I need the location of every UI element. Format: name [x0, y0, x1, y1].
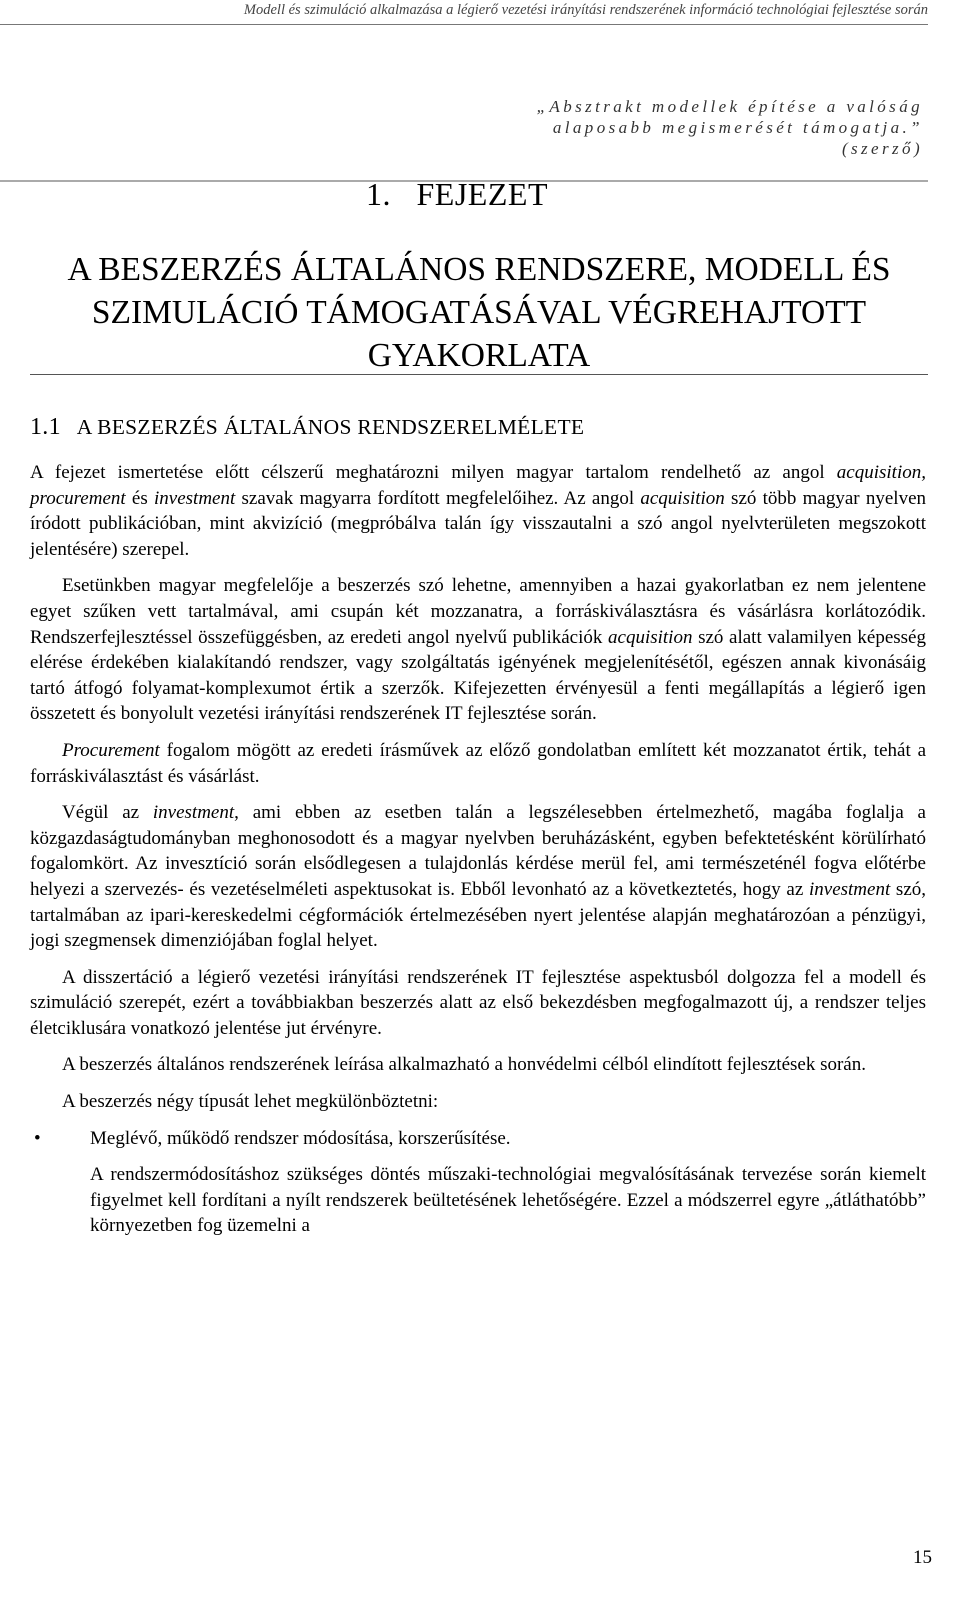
term-procurement: Procurement — [62, 739, 160, 761]
term-investment: investment — [808, 878, 891, 900]
chapter-word: FEJEZET — [416, 176, 548, 212]
term-acquisition-procurement: acquisition, procurement — [30, 462, 926, 509]
chapter-title-line-3: GYAKORLATA — [367, 337, 591, 374]
list-item-text: Meglévő, működő rendszer módosítása, korszerűsítése. — [90, 1127, 511, 1149]
paragraph-5: A disszertáció a légierő vezetési irányítási rendszerének IT fejlesztése aspektusból dolgozza fel a modell és szimuláció szerepét, ezért a továbbiakban beszerzés alatt az első bekezdésben megfogalmazott új, a rendszer teljes életciklusára vonatkozó jelentése jut érvényre. — [30, 966, 926, 1039]
chapter-label — [366, 176, 548, 213]
paragraph-7: A beszerzés négy típusát lehet megkülönböztetni: — [62, 1091, 439, 1113]
section-number: 1.1 — [30, 414, 61, 440]
running-header: Modell és szimuláció alkalmazása a légierő vezetési irányítási rendszerének információ technológiai fejlesztése során — [243, 2, 928, 18]
term-acquisition: acquisition — [640, 487, 725, 509]
text-run: szó, tartalmában az ipari-kereskedelmi cégformációk értelmezésében nyert jelentése alapján meghatározóan a pénzügyi, jogi szegmensek dimenziójában foglal helyet. — [30, 878, 927, 952]
text-run: , ami ebben az esetben talán a legszélesebben értelmezhető, magába foglalja a közgazdaságtudományban meghonosodott és a magyar nyelvben beruházásként, egyben befektetésként körülírható fogalomkört. Az invesztíció során elsődlegesen a tulajdonlás kérdése merül fel, ami természeténél fogva előtérbe helyezi a szervezés- és vezetéselméleti aspektusokat is. Ebből levonható az a következtetés, hogy az — [30, 802, 926, 900]
list-item-detail: A rendszermódosításhoz szükséges döntés műszaki-technológiai megvalósításának tervezése során kiemelt figyelmet kell fordítani a nyílt rendszerek beültetésének lehetőségére. Ezzel a módszerrel egyre „átláthatóbb” környezetben fog üzemelni a — [90, 1164, 926, 1237]
chapter-title-rule — [30, 374, 928, 375]
running-header-rule — [0, 24, 928, 25]
text-run: fogalom mögött az eredeti írásművek az előző gondolatban említett két mozzanatot értik, tehát a forráskiválasztást és vásárlást. — [30, 739, 926, 787]
text-run: Esetünkben magyar megfelelője a beszerzés szó lehetne, amennyiben a hazai gyakorlatban ez nem jelentene egyet szűken vett tartalmával, ami csupán két mozzanatra, a forráskiválasztásra és vásárlásra korlátozódik. Rendszerfejlesztéssel összefüggésben, az eredeti angol nyelvű publikációk — [30, 575, 926, 648]
text-run: szó alatt valamilyen képesség elérése érdekében kialakítandó rendszer, vagy szolgáltatás igényének megjelenítésétől, egészen annak kivonásáig tartó átfogó folyamat-komplexumot értik a szerzők. Kifejezetten érvényesül a fenti megállapítás a légierő igen összetett és bonyolult vezetési irányítási rendszerének IT fejlesztése során. — [30, 626, 926, 725]
chapter-motto — [503, 96, 923, 159]
page-number: 15 — [913, 1547, 932, 1568]
section-title: A BESZERZÉS ÁLTALÁNOS RENDSZERELMÉLETE — [76, 415, 585, 439]
term-investment: investment — [154, 487, 236, 509]
term-acquisition: acquisition — [608, 626, 693, 648]
paragraph-3 — [30, 738, 926, 789]
section-heading — [30, 414, 584, 441]
chapter-number: 1. — [366, 176, 391, 212]
paragraph-2 — [30, 573, 926, 727]
motto-line-1: „Absztrakt modellek építése a valóság — [536, 97, 923, 116]
bullet-icon: • — [34, 1127, 41, 1149]
text-run: Végül az — [62, 802, 153, 824]
chapter-title-line-2: SZIMULÁCIÓ TÁMOGATÁSÁVAL VÉGREHAJTOTT — [91, 294, 867, 331]
chapter-title-line-1: A BESZERZÉS ÁLTALÁNOS RENDSZERE, MODELL ÉS — [67, 251, 891, 288]
procurement-types-list — [30, 1126, 926, 1152]
body-text — [30, 460, 926, 1250]
list-item — [30, 1126, 926, 1152]
text-run: és — [125, 487, 155, 509]
paragraph-6: A beszerzés általános rendszerének leírása alkalmazható a honvédelmi célból elindított fejlesztések során. — [62, 1054, 866, 1076]
text-run: szavak magyarra fordított megfelelőihez. Az angol — [235, 487, 641, 509]
motto-author: (szerző) — [841, 139, 923, 158]
motto-line-2: alaposabb megismerését támogatja.” — [552, 118, 923, 137]
term-investment: investment — [152, 802, 235, 824]
text-run: A fejezet ismertetése előtt célszerű meghatározni milyen magyar tartalom rendelhető az angol — [30, 462, 837, 483]
paragraph-1 — [30, 460, 926, 562]
text-run: szó több magyar nyelven íródott publikációban, mint akvizíció (megpróbálva talán így visszautalni a szó angol nyelvterületen megszokott jelentésére) szerepel. — [30, 487, 927, 560]
paragraph-4 — [30, 800, 926, 954]
chapter-title — [30, 248, 928, 377]
